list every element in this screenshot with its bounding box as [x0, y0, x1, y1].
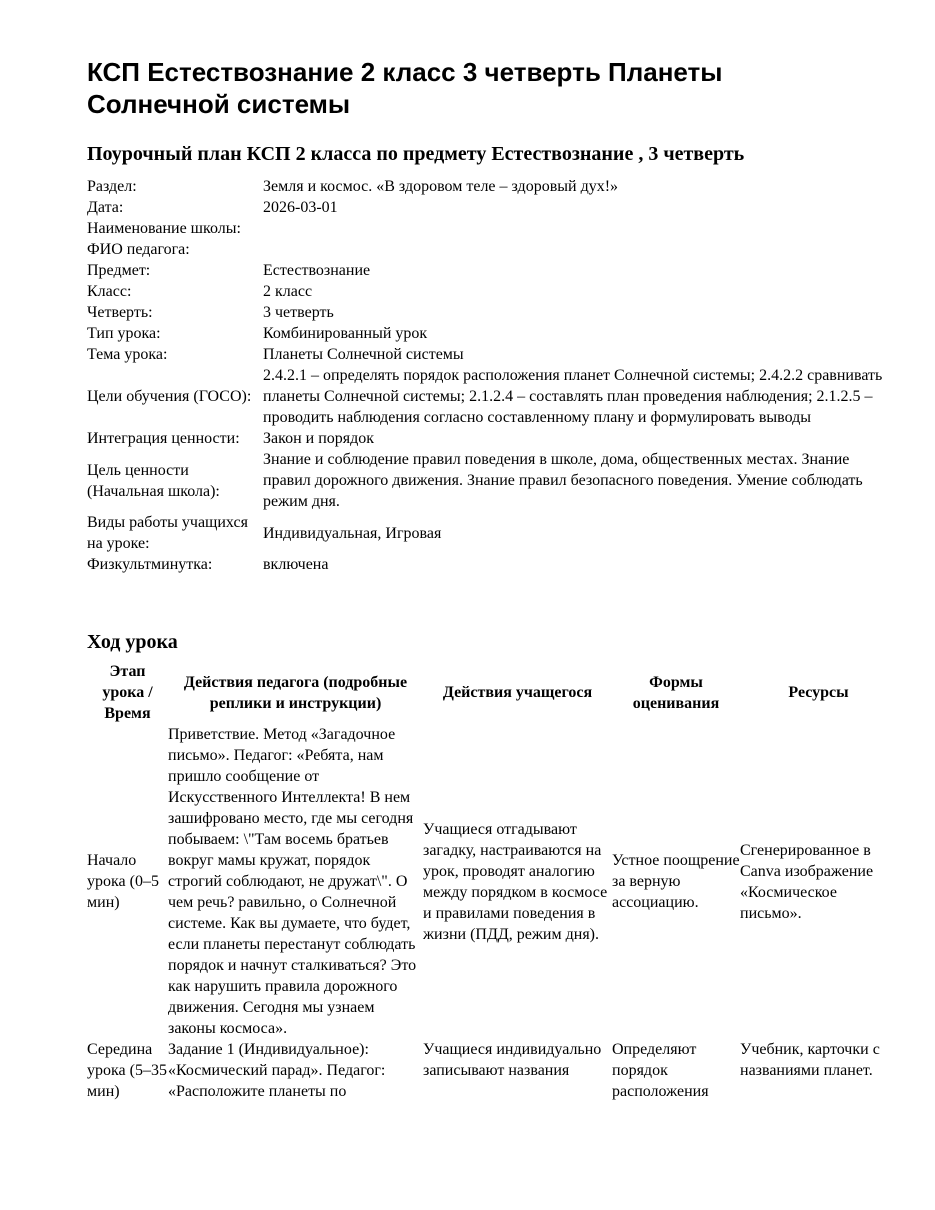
- info-value: 2 класс: [263, 283, 313, 300]
- info-label: Тип урока:: [87, 325, 161, 342]
- section-title-course: Ход урока: [87, 631, 178, 653]
- info-label: Четверть:: [87, 304, 153, 321]
- info-label: Интеграция ценности:: [87, 430, 240, 447]
- cell-stage: Середина урока (5–35 мин): [87, 1041, 167, 1100]
- info-row: [87, 302, 897, 323]
- info-value: 2026-03-01: [263, 199, 338, 216]
- info-row: [87, 323, 897, 344]
- info-label: Предмет:: [87, 262, 151, 279]
- info-label: Физкультминутка:: [87, 556, 213, 573]
- document-subtitle: Поурочный план КСП 2 класса по предмету Естествознание , 3 четверть: [87, 143, 745, 165]
- info-row: [87, 512, 897, 554]
- info-row: [87, 554, 897, 575]
- cell-student-actions: Учащиеся индивидуально записывают названия: [423, 1041, 602, 1079]
- info-label: Наименование школы:: [87, 220, 241, 237]
- info-label: Виды работы учащихся на уроке:: [87, 514, 248, 552]
- table-header-row: [87, 661, 897, 724]
- info-label: Дата:: [87, 199, 124, 216]
- cell-assessment: Определяют порядок расположения: [612, 1041, 709, 1100]
- info-value: Знание и соблюдение правил поведения в школе, дома, общественных местах. Знание правил дорожного движения. Знание правил безопасного поведения. Умение соблюдать режим дня.: [263, 451, 863, 510]
- info-value: Индивидуальная, Игровая: [263, 524, 442, 542]
- info-label: Тема урока:: [87, 346, 168, 363]
- info-row: [87, 218, 897, 239]
- info-value: [263, 239, 897, 260]
- info-value: 3 четверть: [263, 304, 334, 321]
- header-student-actions: Действия учащегося: [442, 684, 593, 701]
- cell-teacher-actions: Приветствие. Метод «Загадочное письмо». Педагог: «Ребята, нам пришло сообщение от Искусственного Интеллекта! В нем зашифровано место, где мы сегодня побываем: \"Там восемь братьев вокруг мамы кружат, порядок строгий соблюдают, не дружат\". О чем речь? равильно, о Солнечной системе. Как вы думаете, что будет, если планеты перестанут соблюдать порядок и начнут сталкиваться? Это как нарушить правила дорожного движения. Сегодня мы узнаем законы космоса».: [168, 726, 417, 1037]
- info-row: [87, 260, 897, 281]
- info-row: [87, 428, 897, 449]
- cell-resources: Сгенерированное в Canva изображение «Космическое письмо».: [740, 841, 874, 922]
- info-row: [87, 281, 897, 302]
- table-row: [87, 1039, 897, 1102]
- info-label: Раздел:: [87, 178, 137, 195]
- table-row: [87, 724, 897, 1039]
- info-label: Цель ценности (Начальная школа):: [87, 461, 220, 500]
- cell-teacher-actions: Задание 1 (Индивидуальное): «Космический парад». Педагог: «Расположите планеты по: [168, 1041, 386, 1100]
- header-teacher-actions: Действия педагога (подробные реплики и инструкции): [183, 673, 408, 712]
- lesson-course-table: [87, 661, 897, 1102]
- info-value: Закон и порядок: [263, 430, 375, 447]
- info-row: [87, 197, 897, 218]
- info-row: [87, 449, 897, 512]
- info-row: [87, 365, 897, 428]
- info-row: [87, 239, 897, 260]
- header-resources: Ресурсы: [788, 684, 849, 701]
- header-assessment: Формы оценивания: [632, 673, 720, 712]
- info-row: [87, 176, 897, 197]
- info-value: включена: [263, 556, 329, 573]
- lesson-info-table: [87, 176, 897, 575]
- cell-resources: Учебник, карточки с названиями планет.: [740, 1041, 880, 1079]
- document-title: КСП Естествознание 2 класс 3 четверть Планеты Солнечной системы: [87, 57, 723, 119]
- info-value: 2.4.2.1 – определять порядок расположения планет Солнечной системы; 2.4.2.2 сравнивать планеты Солнечной системы; 2.1.2.4 – составлять план проведения наблюдения; 2.1.2.5 – проводить наблюдения согласно составленному плану и формулировать выводы: [263, 367, 883, 426]
- header-stage: Этап урока / Время: [102, 663, 153, 722]
- info-value: Естествознание: [263, 262, 371, 279]
- info-value: Планеты Солнечной системы: [263, 346, 464, 363]
- cell-stage: Начало урока (0–5 мин): [87, 852, 159, 911]
- info-label: Цели обучения (ГОСО):: [87, 388, 252, 405]
- info-label: Класс:: [87, 283, 132, 300]
- info-value: Комбинированный урок: [263, 325, 428, 342]
- info-value: Земля и космос. «В здоровом теле – здоровый дух!»: [263, 178, 619, 195]
- cell-assessment: Устное поощрение за верную ассоциацию.: [612, 852, 740, 911]
- info-value: [263, 218, 897, 239]
- info-label: ФИО педагога:: [87, 241, 190, 258]
- info-row: [87, 344, 897, 365]
- cell-student-actions: Учащиеся отгадывают загадку, настраиваются на урок, проводят аналогию между порядком в космосе и правилами поведения в жизни (ПДД, режим дня).: [423, 820, 608, 943]
